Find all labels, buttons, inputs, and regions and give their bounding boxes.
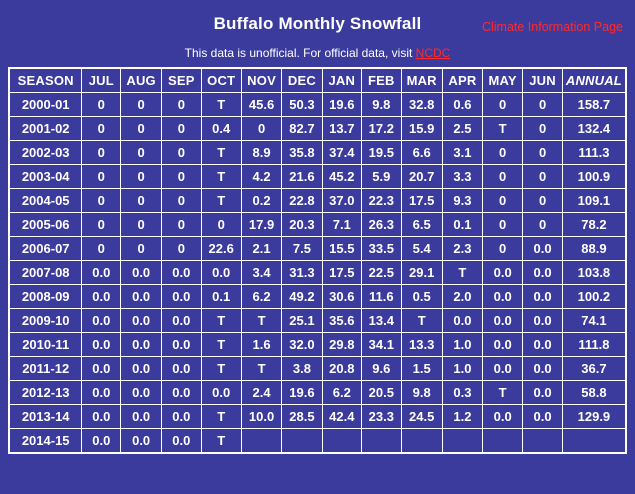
month-cell: 15.9	[401, 117, 442, 141]
month-cell: 0	[82, 237, 121, 261]
month-cell: 0.0	[483, 261, 523, 285]
month-cell: 0.0	[523, 237, 563, 261]
column-header-jan: JAN	[322, 68, 362, 93]
month-cell: T	[201, 189, 241, 213]
unofficial-data-notice	[0, 40, 635, 67]
month-cell: 0	[523, 165, 563, 189]
month-cell	[241, 429, 282, 454]
month-cell: 6.6	[401, 141, 442, 165]
month-cell: 0	[483, 237, 523, 261]
month-cell: 1.0	[442, 357, 482, 381]
column-header-dec: DEC	[282, 68, 322, 93]
month-cell: 28.5	[282, 405, 322, 429]
month-cell: 26.3	[362, 213, 402, 237]
month-cell: 0.0	[121, 285, 162, 309]
table-row	[9, 333, 626, 357]
month-cell: 50.3	[282, 93, 322, 117]
table-row	[9, 141, 626, 165]
month-cell: 82.7	[282, 117, 322, 141]
page-header	[0, 0, 635, 40]
month-cell: 0	[523, 213, 563, 237]
ncdc-link[interactable]: NCDC	[415, 46, 451, 60]
month-cell: 0.0	[82, 357, 121, 381]
season-cell: 2001-02	[9, 117, 82, 141]
month-cell: 0	[121, 237, 162, 261]
annual-cell: 158.7	[562, 93, 626, 117]
month-cell: 0.0	[121, 381, 162, 405]
month-cell: T	[201, 309, 241, 333]
month-cell: 20.5	[362, 381, 402, 405]
month-cell: 0.0	[82, 285, 121, 309]
month-cell: 17.9	[241, 213, 282, 237]
month-cell: 0	[523, 93, 563, 117]
season-cell: 2011-12	[9, 357, 82, 381]
month-cell: 20.7	[401, 165, 442, 189]
month-cell	[523, 429, 563, 454]
table-header-row	[9, 68, 626, 93]
table-row	[9, 285, 626, 309]
annual-cell: 74.1	[562, 309, 626, 333]
month-cell	[362, 429, 402, 454]
annual-cell: 111.3	[562, 141, 626, 165]
table-row	[9, 189, 626, 213]
table-row	[9, 357, 626, 381]
annual-cell	[562, 429, 626, 454]
month-cell: 17.5	[401, 189, 442, 213]
month-cell: 0.0	[121, 309, 162, 333]
month-cell: T	[241, 357, 282, 381]
column-header-may: MAY	[483, 68, 523, 93]
month-cell: 0.0	[523, 285, 563, 309]
month-cell: 7.5	[282, 237, 322, 261]
month-cell: 0.6	[442, 93, 482, 117]
season-cell: 2003-04	[9, 165, 82, 189]
month-cell: 0	[162, 237, 202, 261]
column-header-oct: OCT	[201, 68, 241, 93]
month-cell: 0.0	[523, 357, 563, 381]
month-cell: T	[201, 429, 241, 454]
page-title: Buffalo Monthly Snowfall	[213, 14, 422, 33]
season-cell: 2009-10	[9, 309, 82, 333]
month-cell: 0.0	[82, 309, 121, 333]
month-cell: 0	[483, 189, 523, 213]
annual-cell: 78.2	[562, 213, 626, 237]
month-cell	[401, 429, 442, 454]
month-cell: 0	[121, 165, 162, 189]
month-cell: 0.0	[483, 285, 523, 309]
column-header-apr: APR	[442, 68, 482, 93]
month-cell: T	[201, 93, 241, 117]
month-cell: 0.0	[121, 357, 162, 381]
month-cell: 0	[483, 213, 523, 237]
notice-text: This data is unofficial. For official data, visit	[184, 46, 416, 60]
month-cell: 0	[121, 141, 162, 165]
month-cell: 0.0	[82, 261, 121, 285]
month-cell: 0.0	[82, 333, 121, 357]
month-cell: 23.3	[362, 405, 402, 429]
table-row	[9, 213, 626, 237]
month-cell: 0.0	[483, 405, 523, 429]
month-cell: 19.6	[322, 93, 362, 117]
month-cell: 0.0	[523, 309, 563, 333]
month-cell: 0	[82, 213, 121, 237]
column-header-feb: FEB	[362, 68, 402, 93]
month-cell: 0	[523, 141, 563, 165]
month-cell: 0.0	[121, 429, 162, 454]
month-cell: 0.0	[162, 429, 202, 454]
annual-cell: 109.1	[562, 189, 626, 213]
annual-cell: 100.9	[562, 165, 626, 189]
season-cell: 2002-03	[9, 141, 82, 165]
table-body	[9, 93, 626, 454]
month-cell: 0.0	[121, 333, 162, 357]
month-cell: 0.0	[162, 357, 202, 381]
month-cell: 9.3	[442, 189, 482, 213]
annual-cell: 103.8	[562, 261, 626, 285]
month-cell: 13.7	[322, 117, 362, 141]
month-cell: 32.8	[401, 93, 442, 117]
month-cell: 31.3	[282, 261, 322, 285]
table-row	[9, 429, 626, 454]
month-cell: 0.0	[162, 309, 202, 333]
month-cell	[322, 429, 362, 454]
month-cell: 0.1	[442, 213, 482, 237]
season-cell: 2004-05	[9, 189, 82, 213]
month-cell: 0	[82, 165, 121, 189]
month-cell: 24.5	[401, 405, 442, 429]
column-header-jul: JUL	[82, 68, 121, 93]
annual-cell: 132.4	[562, 117, 626, 141]
month-cell: 9.6	[362, 357, 402, 381]
table-row	[9, 237, 626, 261]
season-cell: 2007-08	[9, 261, 82, 285]
column-header-season: SEASON	[9, 68, 82, 93]
annual-cell: 129.9	[562, 405, 626, 429]
month-cell: 0	[121, 117, 162, 141]
month-cell: 9.8	[362, 93, 402, 117]
month-cell: 30.6	[322, 285, 362, 309]
month-cell: 19.6	[282, 381, 322, 405]
month-cell: 21.6	[282, 165, 322, 189]
month-cell: 37.4	[322, 141, 362, 165]
month-cell: T	[483, 117, 523, 141]
table-row	[9, 309, 626, 333]
table-row	[9, 261, 626, 285]
month-cell: 37.0	[322, 189, 362, 213]
month-cell: 6.5	[401, 213, 442, 237]
month-cell: 35.8	[282, 141, 322, 165]
month-cell: 3.4	[241, 261, 282, 285]
month-cell: 7.1	[322, 213, 362, 237]
month-cell: 0.0	[201, 381, 241, 405]
month-cell: 45.2	[322, 165, 362, 189]
month-cell: 42.4	[322, 405, 362, 429]
month-cell: 0.1	[201, 285, 241, 309]
month-cell: 34.1	[362, 333, 402, 357]
month-cell: 0	[162, 141, 202, 165]
season-cell: 2006-07	[9, 237, 82, 261]
month-cell: 8.9	[241, 141, 282, 165]
month-cell: 0.0	[483, 357, 523, 381]
month-cell: 2.3	[442, 237, 482, 261]
month-cell: 0.0	[162, 285, 202, 309]
month-cell: 0.0	[162, 405, 202, 429]
month-cell: 0.0	[483, 309, 523, 333]
month-cell: 15.5	[322, 237, 362, 261]
month-cell: 1.5	[401, 357, 442, 381]
month-cell: 22.8	[282, 189, 322, 213]
annual-cell: 36.7	[562, 357, 626, 381]
month-cell: 17.2	[362, 117, 402, 141]
month-cell: 10.0	[241, 405, 282, 429]
month-cell: 11.6	[362, 285, 402, 309]
month-cell	[483, 429, 523, 454]
month-cell: 0.2	[241, 189, 282, 213]
month-cell: 0	[82, 93, 121, 117]
month-cell: T	[201, 333, 241, 357]
table-row	[9, 381, 626, 405]
season-cell: 2005-06	[9, 213, 82, 237]
month-cell: T	[401, 309, 442, 333]
snowfall-table	[8, 67, 627, 454]
month-cell: 3.8	[282, 357, 322, 381]
month-cell: T	[201, 165, 241, 189]
month-cell: 32.0	[282, 333, 322, 357]
month-cell: 0.0	[82, 405, 121, 429]
month-cell: T	[201, 405, 241, 429]
month-cell: 0	[162, 117, 202, 141]
month-cell: 22.3	[362, 189, 402, 213]
column-header-aug: AUG	[121, 68, 162, 93]
month-cell: 6.2	[322, 381, 362, 405]
month-cell: 22.6	[201, 237, 241, 261]
month-cell: T	[483, 381, 523, 405]
column-header-nov: NOV	[241, 68, 282, 93]
month-cell: 4.2	[241, 165, 282, 189]
month-cell: 0.0	[162, 381, 202, 405]
annual-cell: 58.8	[562, 381, 626, 405]
month-cell: 0	[483, 93, 523, 117]
climate-information-page-link[interactable]: Climate Information Page	[481, 20, 623, 34]
column-header-sep: SEP	[162, 68, 202, 93]
table-row	[9, 93, 626, 117]
month-cell: 19.5	[362, 141, 402, 165]
month-cell: 0.0	[523, 381, 563, 405]
column-header-annual: ANNUAL	[562, 68, 626, 93]
month-cell: 0	[121, 213, 162, 237]
month-cell: 29.1	[401, 261, 442, 285]
month-cell: 0	[483, 165, 523, 189]
month-cell: 0.0	[82, 429, 121, 454]
month-cell: 0	[241, 117, 282, 141]
month-cell: 1.0	[442, 333, 482, 357]
month-cell: 5.9	[362, 165, 402, 189]
month-cell: 33.5	[362, 237, 402, 261]
month-cell: 0	[162, 213, 202, 237]
month-cell: 13.3	[401, 333, 442, 357]
month-cell: 3.3	[442, 165, 482, 189]
month-cell: 0	[82, 189, 121, 213]
month-cell: T	[442, 261, 482, 285]
month-cell: 17.5	[322, 261, 362, 285]
month-cell: 0	[121, 93, 162, 117]
month-cell: 6.2	[241, 285, 282, 309]
month-cell: 0.0	[442, 309, 482, 333]
snowfall-table-container	[0, 67, 635, 454]
month-cell: 0	[162, 93, 202, 117]
season-cell: 2000-01	[9, 93, 82, 117]
month-cell: 0.0	[82, 381, 121, 405]
month-cell: 45.6	[241, 93, 282, 117]
month-cell: 0	[121, 189, 162, 213]
month-cell: 5.4	[401, 237, 442, 261]
month-cell: 49.2	[282, 285, 322, 309]
month-cell: 0.0	[162, 333, 202, 357]
month-cell: 0	[82, 141, 121, 165]
month-cell: 13.4	[362, 309, 402, 333]
month-cell: 0	[483, 141, 523, 165]
month-cell: 0.0	[523, 333, 563, 357]
month-cell: 2.0	[442, 285, 482, 309]
month-cell: 0	[201, 213, 241, 237]
season-cell: 2012-13	[9, 381, 82, 405]
season-cell: 2014-15	[9, 429, 82, 454]
month-cell: 29.8	[322, 333, 362, 357]
month-cell: 2.5	[442, 117, 482, 141]
month-cell: 0	[162, 165, 202, 189]
table-row	[9, 165, 626, 189]
month-cell: 1.6	[241, 333, 282, 357]
table-row	[9, 405, 626, 429]
month-cell: 0.0	[523, 261, 563, 285]
annual-cell: 88.9	[562, 237, 626, 261]
month-cell: 0	[82, 117, 121, 141]
month-cell: 20.8	[322, 357, 362, 381]
month-cell: 22.5	[362, 261, 402, 285]
annual-cell: 111.8	[562, 333, 626, 357]
month-cell: 0.3	[442, 381, 482, 405]
month-cell: 0.0	[483, 333, 523, 357]
month-cell: 3.1	[442, 141, 482, 165]
season-cell: 2010-11	[9, 333, 82, 357]
season-cell: 2013-14	[9, 405, 82, 429]
column-header-mar: MAR	[401, 68, 442, 93]
month-cell	[282, 429, 322, 454]
month-cell: 0.0	[121, 261, 162, 285]
month-cell: 2.1	[241, 237, 282, 261]
month-cell: 35.6	[322, 309, 362, 333]
month-cell: 9.8	[401, 381, 442, 405]
column-header-jun: JUN	[523, 68, 563, 93]
month-cell: 0	[162, 189, 202, 213]
table-row	[9, 117, 626, 141]
month-cell: 0.0	[201, 261, 241, 285]
annual-cell: 100.2	[562, 285, 626, 309]
month-cell: 0.5	[401, 285, 442, 309]
month-cell: T	[201, 141, 241, 165]
month-cell: 2.4	[241, 381, 282, 405]
month-cell: 20.3	[282, 213, 322, 237]
month-cell: 0.4	[201, 117, 241, 141]
month-cell	[442, 429, 482, 454]
month-cell: T	[241, 309, 282, 333]
month-cell: T	[201, 357, 241, 381]
month-cell: 0	[523, 117, 563, 141]
month-cell: 0.0	[121, 405, 162, 429]
month-cell: 0	[523, 189, 563, 213]
month-cell: 1.2	[442, 405, 482, 429]
month-cell: 0.0	[162, 261, 202, 285]
season-cell: 2008-09	[9, 285, 82, 309]
month-cell: 0.0	[523, 405, 563, 429]
month-cell: 25.1	[282, 309, 322, 333]
